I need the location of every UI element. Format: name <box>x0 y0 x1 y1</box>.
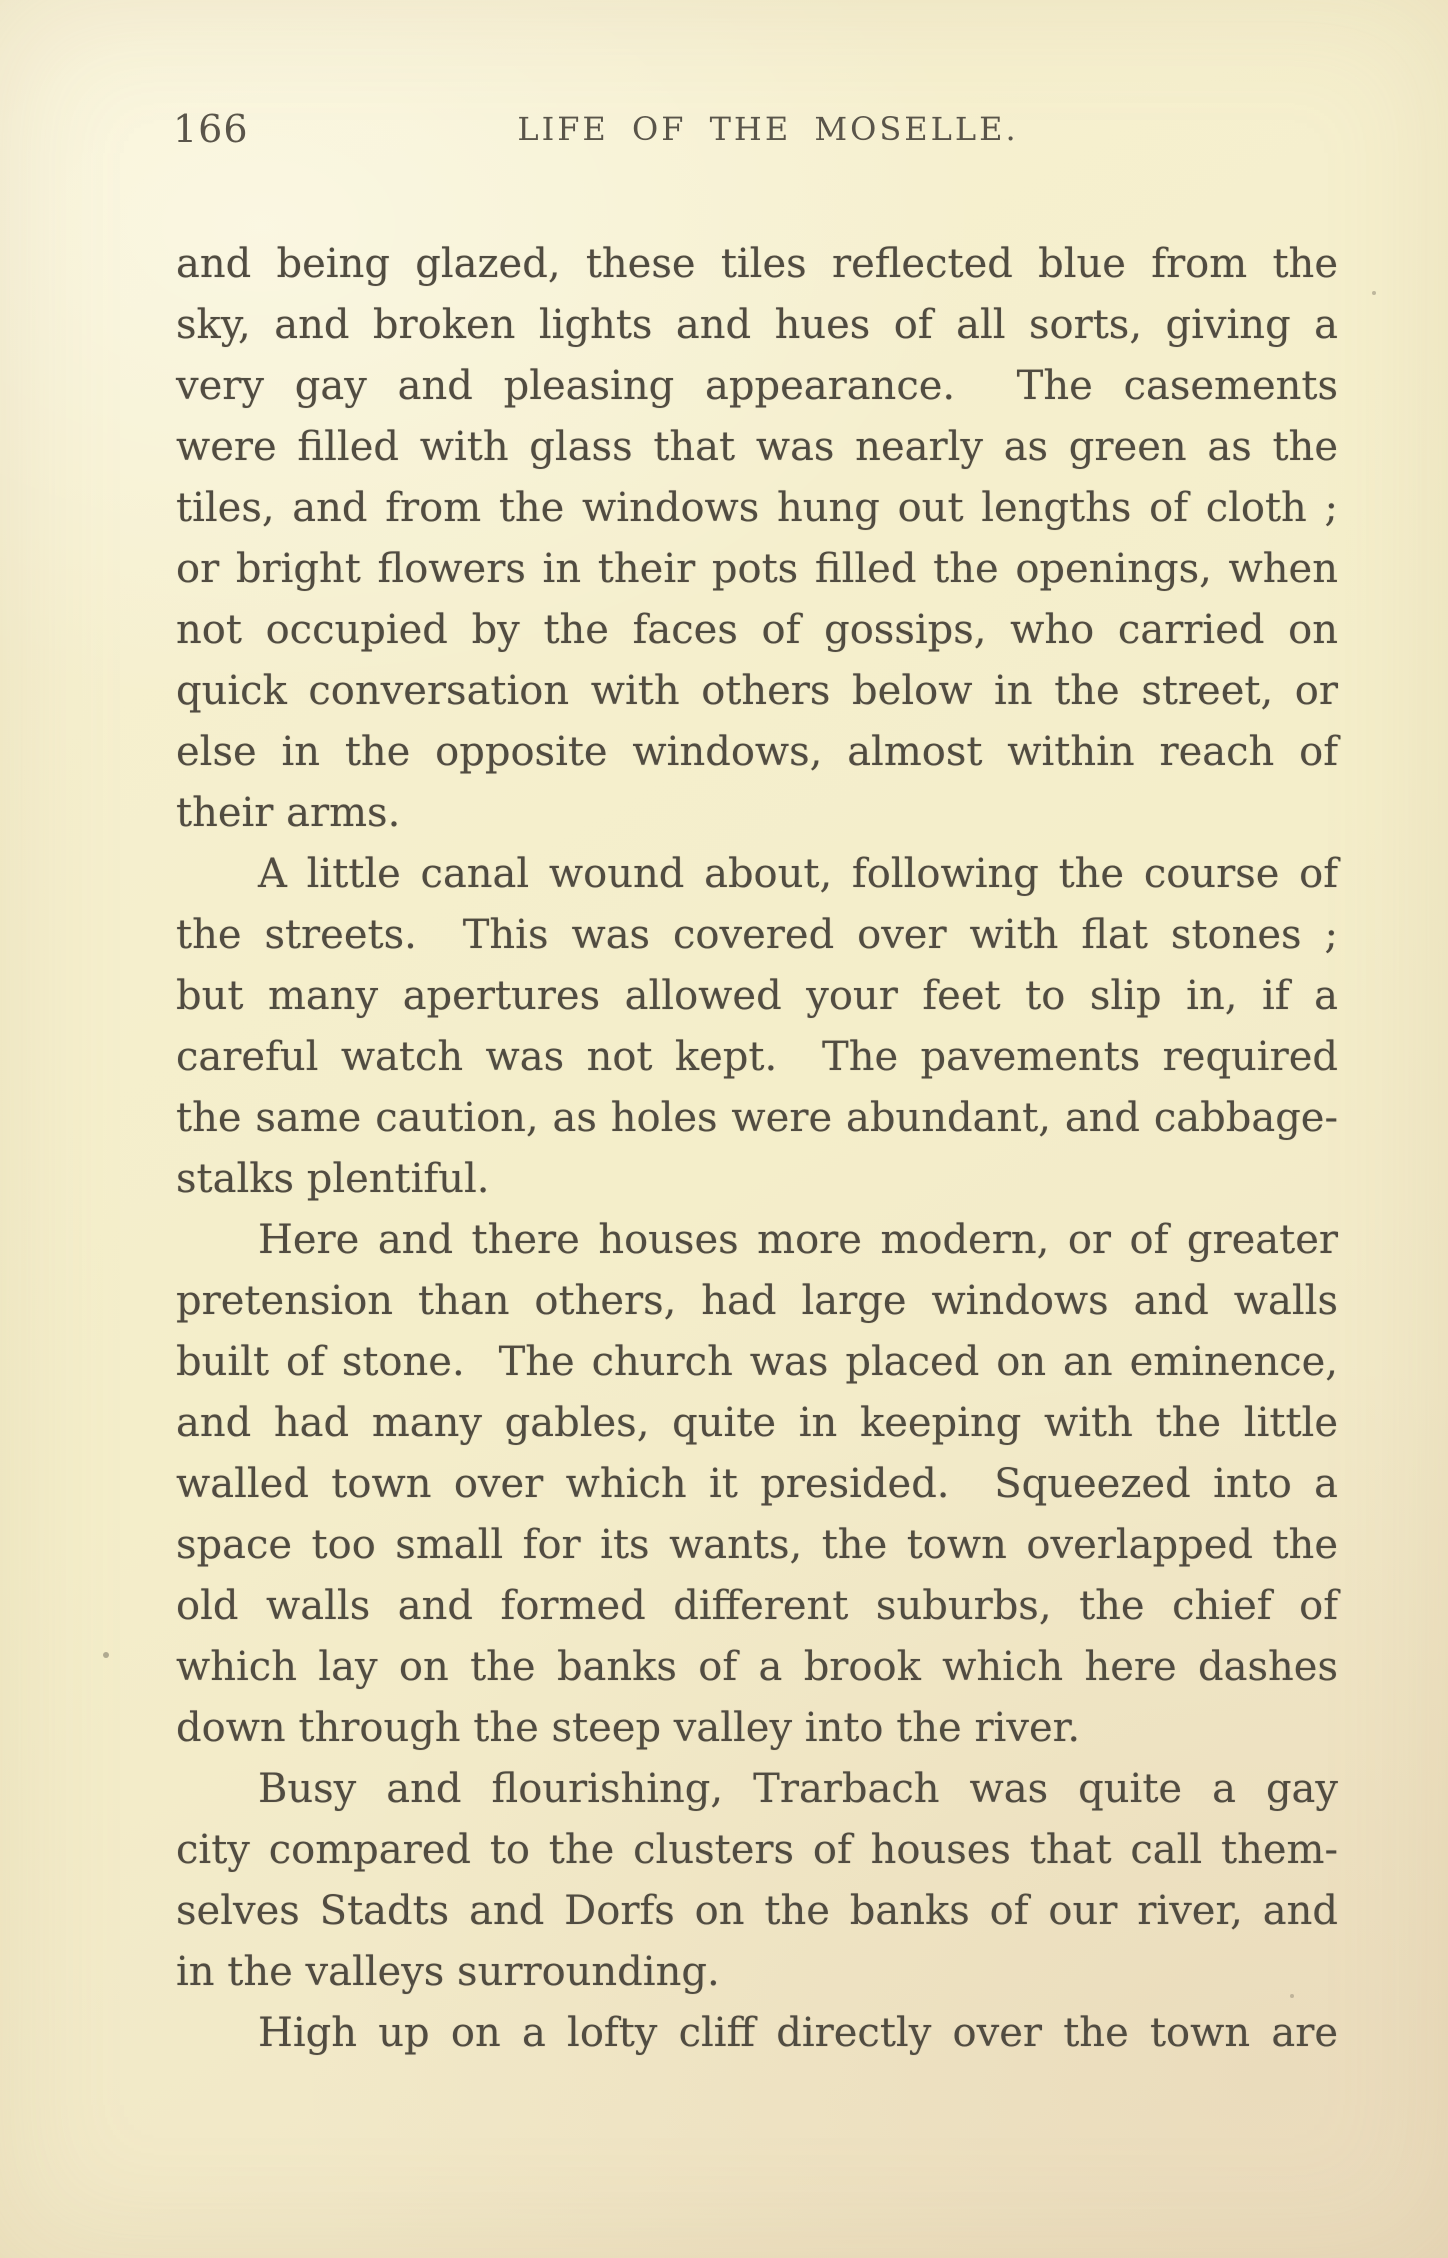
text-line: quick conversation with others below in the street, or <box>176 668 1338 714</box>
text-block <box>176 234 1338 2064</box>
text-line: but many apertures allowed your feet to slip in, if a <box>176 973 1338 1019</box>
page-number: 166 <box>173 107 249 151</box>
text-line: sky, and broken lights and hues of all sorts, giving a <box>176 302 1338 348</box>
text-line: were filled with glass that was nearly as green as the <box>176 424 1338 470</box>
text-line: Busy and flourishing, Trarbach was quite a gay <box>258 1766 1338 1812</box>
text-line: the streets. This was covered over with flat stones ; <box>176 912 1338 958</box>
ink-speck <box>103 1652 109 1658</box>
text-line: down through the steep valley into the river. <box>176 1705 1081 1751</box>
text-line: High up on a lofty cliff directly over the town are <box>258 2010 1338 2056</box>
running-header: LIFE OF THE MOSELLE. <box>517 110 1019 148</box>
text-line: walled town over which it presided. Squeezed into a <box>176 1461 1338 1507</box>
text-line: old walls and formed different suburbs, the chief of <box>176 1583 1338 1629</box>
text-line: the same caution, as holes were abundant, and cabbage- <box>176 1095 1338 1141</box>
text-line: A little canal wound about, following the course of <box>258 851 1338 897</box>
text-line: city compared to the clusters of houses that call them- <box>176 1827 1338 1873</box>
text-line: built of stone. The church was placed on an eminence, <box>176 1339 1338 1385</box>
ink-speck <box>1372 291 1376 295</box>
text-line: else in the opposite windows, almost within reach of <box>176 729 1338 775</box>
text-line: stalks plentiful. <box>176 1156 490 1202</box>
text-line: space too small for its wants, the town overlapped the <box>176 1522 1338 1568</box>
text-line: and being glazed, these tiles reflected blue from the <box>176 241 1338 287</box>
text-line: or bright flowers in their pots filled the openings, when <box>176 546 1338 592</box>
ink-speck <box>1290 1994 1294 1998</box>
text-line: in the valleys surrounding. <box>176 1949 720 1995</box>
text-line: very gay and pleasing appearance. The casements <box>176 363 1338 409</box>
text-line: which lay on the banks of a brook which here dashes <box>176 1644 1338 1690</box>
text-line: pretension than others, had large windows and walls <box>176 1278 1338 1324</box>
text-line: selves Stadts and Dorfs on the banks of our river, and <box>176 1888 1338 1934</box>
text-line: tiles, and from the windows hung out lengths of cloth ; <box>176 485 1338 531</box>
text-line: not occupied by the faces of gossips, who carried on <box>176 607 1338 653</box>
text-line: and had many gables, quite in keeping with the little <box>176 1400 1338 1446</box>
text-line: their arms. <box>176 790 401 836</box>
text-line: careful watch was not kept. The pavements required <box>176 1034 1338 1080</box>
text-line: Here and there houses more modern, or of greater <box>258 1217 1338 1263</box>
